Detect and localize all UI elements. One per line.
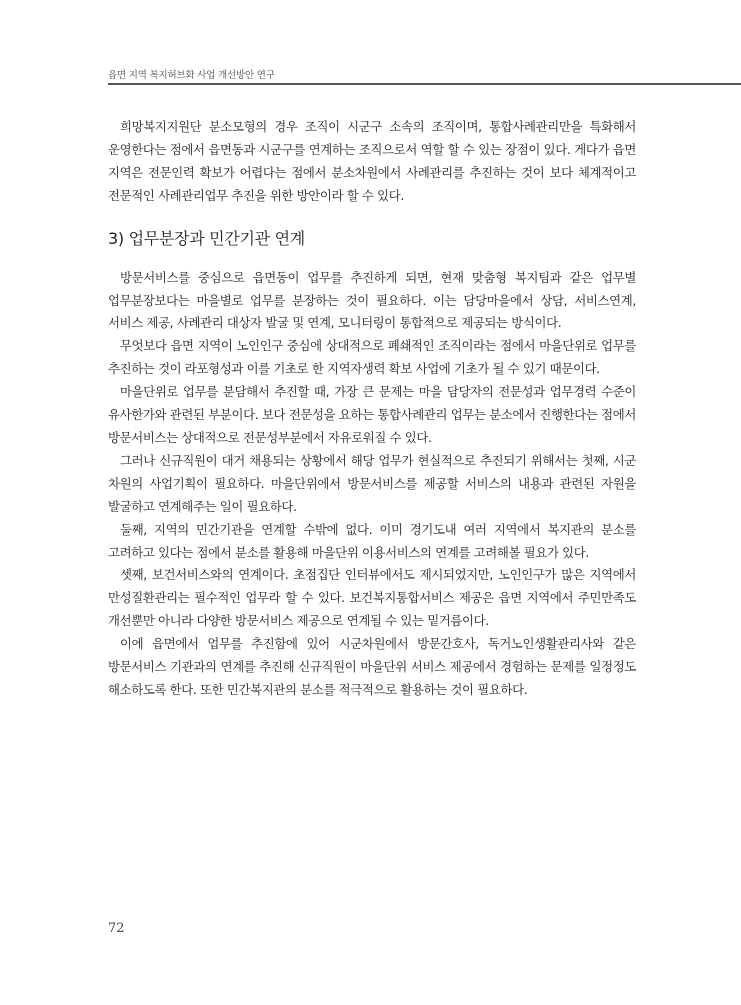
body-paragraph-7: 이에 읍면에서 업무를 추진함에 있어 시군차원에서 방문간호사, 독거노인생활관리사와 같은 방문서비스 기관과의 연계를 추진해 신규직원이 마을단위 서비스 제공에서 경험하는 문제를 일정정도 해소하도록 한다. 또한 민간복지관의 분소를 적극적으로 활용하는 것이 필요하다. — [108, 636, 636, 697]
page-body — [108, 116, 636, 702]
body-paragraph-1: 방문서비스를 중심으로 읍면동이 업무를 추진하게 되면, 현재 맞춤형 복지팀과 같은 업무별 업무분장보다는 마을별로 업무를 분장하는 것이 필요하다. 이는 담당마을에서 상담, 서비스연계, 서비스 제공, 사례관리 대상자 발굴 및 연계, 모니터링이 통합적으로 제공되는 방식이다. — [108, 269, 636, 331]
body-paragraph-5: 둘째, 지역의 민간기관을 연계할 수밖에 없다. 이미 경기도내 여러 지역에서 복지관의 분소를 고려하고 있다는 점에서 분소를 활용해 마을단위 이용서비스의 연계를 고려해볼 필요가 있다. — [108, 521, 636, 560]
body-paragraph-6: 셋째, 보건서비스와의 연계이다. 초점집단 인터뷰에서도 제시되었지만, 노인인구가 많은 지역에서 만성질환관리는 필수적인 업무라 할 수 있다. 보건복지통합서비스 제공은 읍면 지역에서 주민만족도 개선뿐만 아니라 다양한 방문서비스 제공으로 연계될 수 있는 밑거름이다. — [108, 567, 636, 629]
running-header-title: 읍면 지역 복지허브화 사업 개선방안 연구 — [108, 70, 275, 81]
body-paragraph-2: 무엇보다 읍면 지역이 노인인구 중심에 상대적으로 폐쇄적인 조직이라는 점에서 마을단위로 업무를 추진하는 것이 라포형성과 이를 기초로 한 지역자생력 확보 사업에 기초가 될 수 있기 때문이다. — [108, 338, 636, 377]
header-divider — [108, 83, 741, 85]
section-heading: 3) 업무분장과 민간기관 연계 — [108, 228, 305, 248]
page-number: 72 — [108, 921, 125, 936]
body-paragraph-3: 마을단위로 업무를 분담해서 추진할 때, 가장 큰 문제는 마을 담당자의 전문성과 업무경력 수준이 유사한가와 관련된 부분이다. 보다 전문성을 요하는 통합사례관리 업무는 분소에서 진행한다는 점에서 방문서비스는 상대적으로 전문성부분에서 자유로워질 수 있다. — [108, 384, 636, 445]
intro-paragraph: 희망복지지원단 분소모형의 경우 조직이 시군구 소속의 조직이며, 통합사례관리만을 특화해서 운영한다는 점에서 읍면동과 시군구를 연계하는 조직으로서 역할 할 수 있는 장점이 있다. 게다가 읍면 지역은 전문인력 확보가 어렵다는 점에서 분소차원에서 사례관리를 추진하는 것이 보다 체계적이고 전문적인 사례관리업무 추진을 위한 방안이라 할 수 있다. — [108, 119, 636, 203]
body-paragraph-4: 그러나 신규직원이 대거 채용되는 상황에서 해당 업무가 현실적으로 추진되기 위해서는 첫째, 시군 차원의 사업기획이 필요하다. 마을단위에서 방문서비스를 제공할 서비스의 내용과 관련된 자원을 발굴하고 연계해주는 일이 필요하다. — [108, 452, 636, 514]
